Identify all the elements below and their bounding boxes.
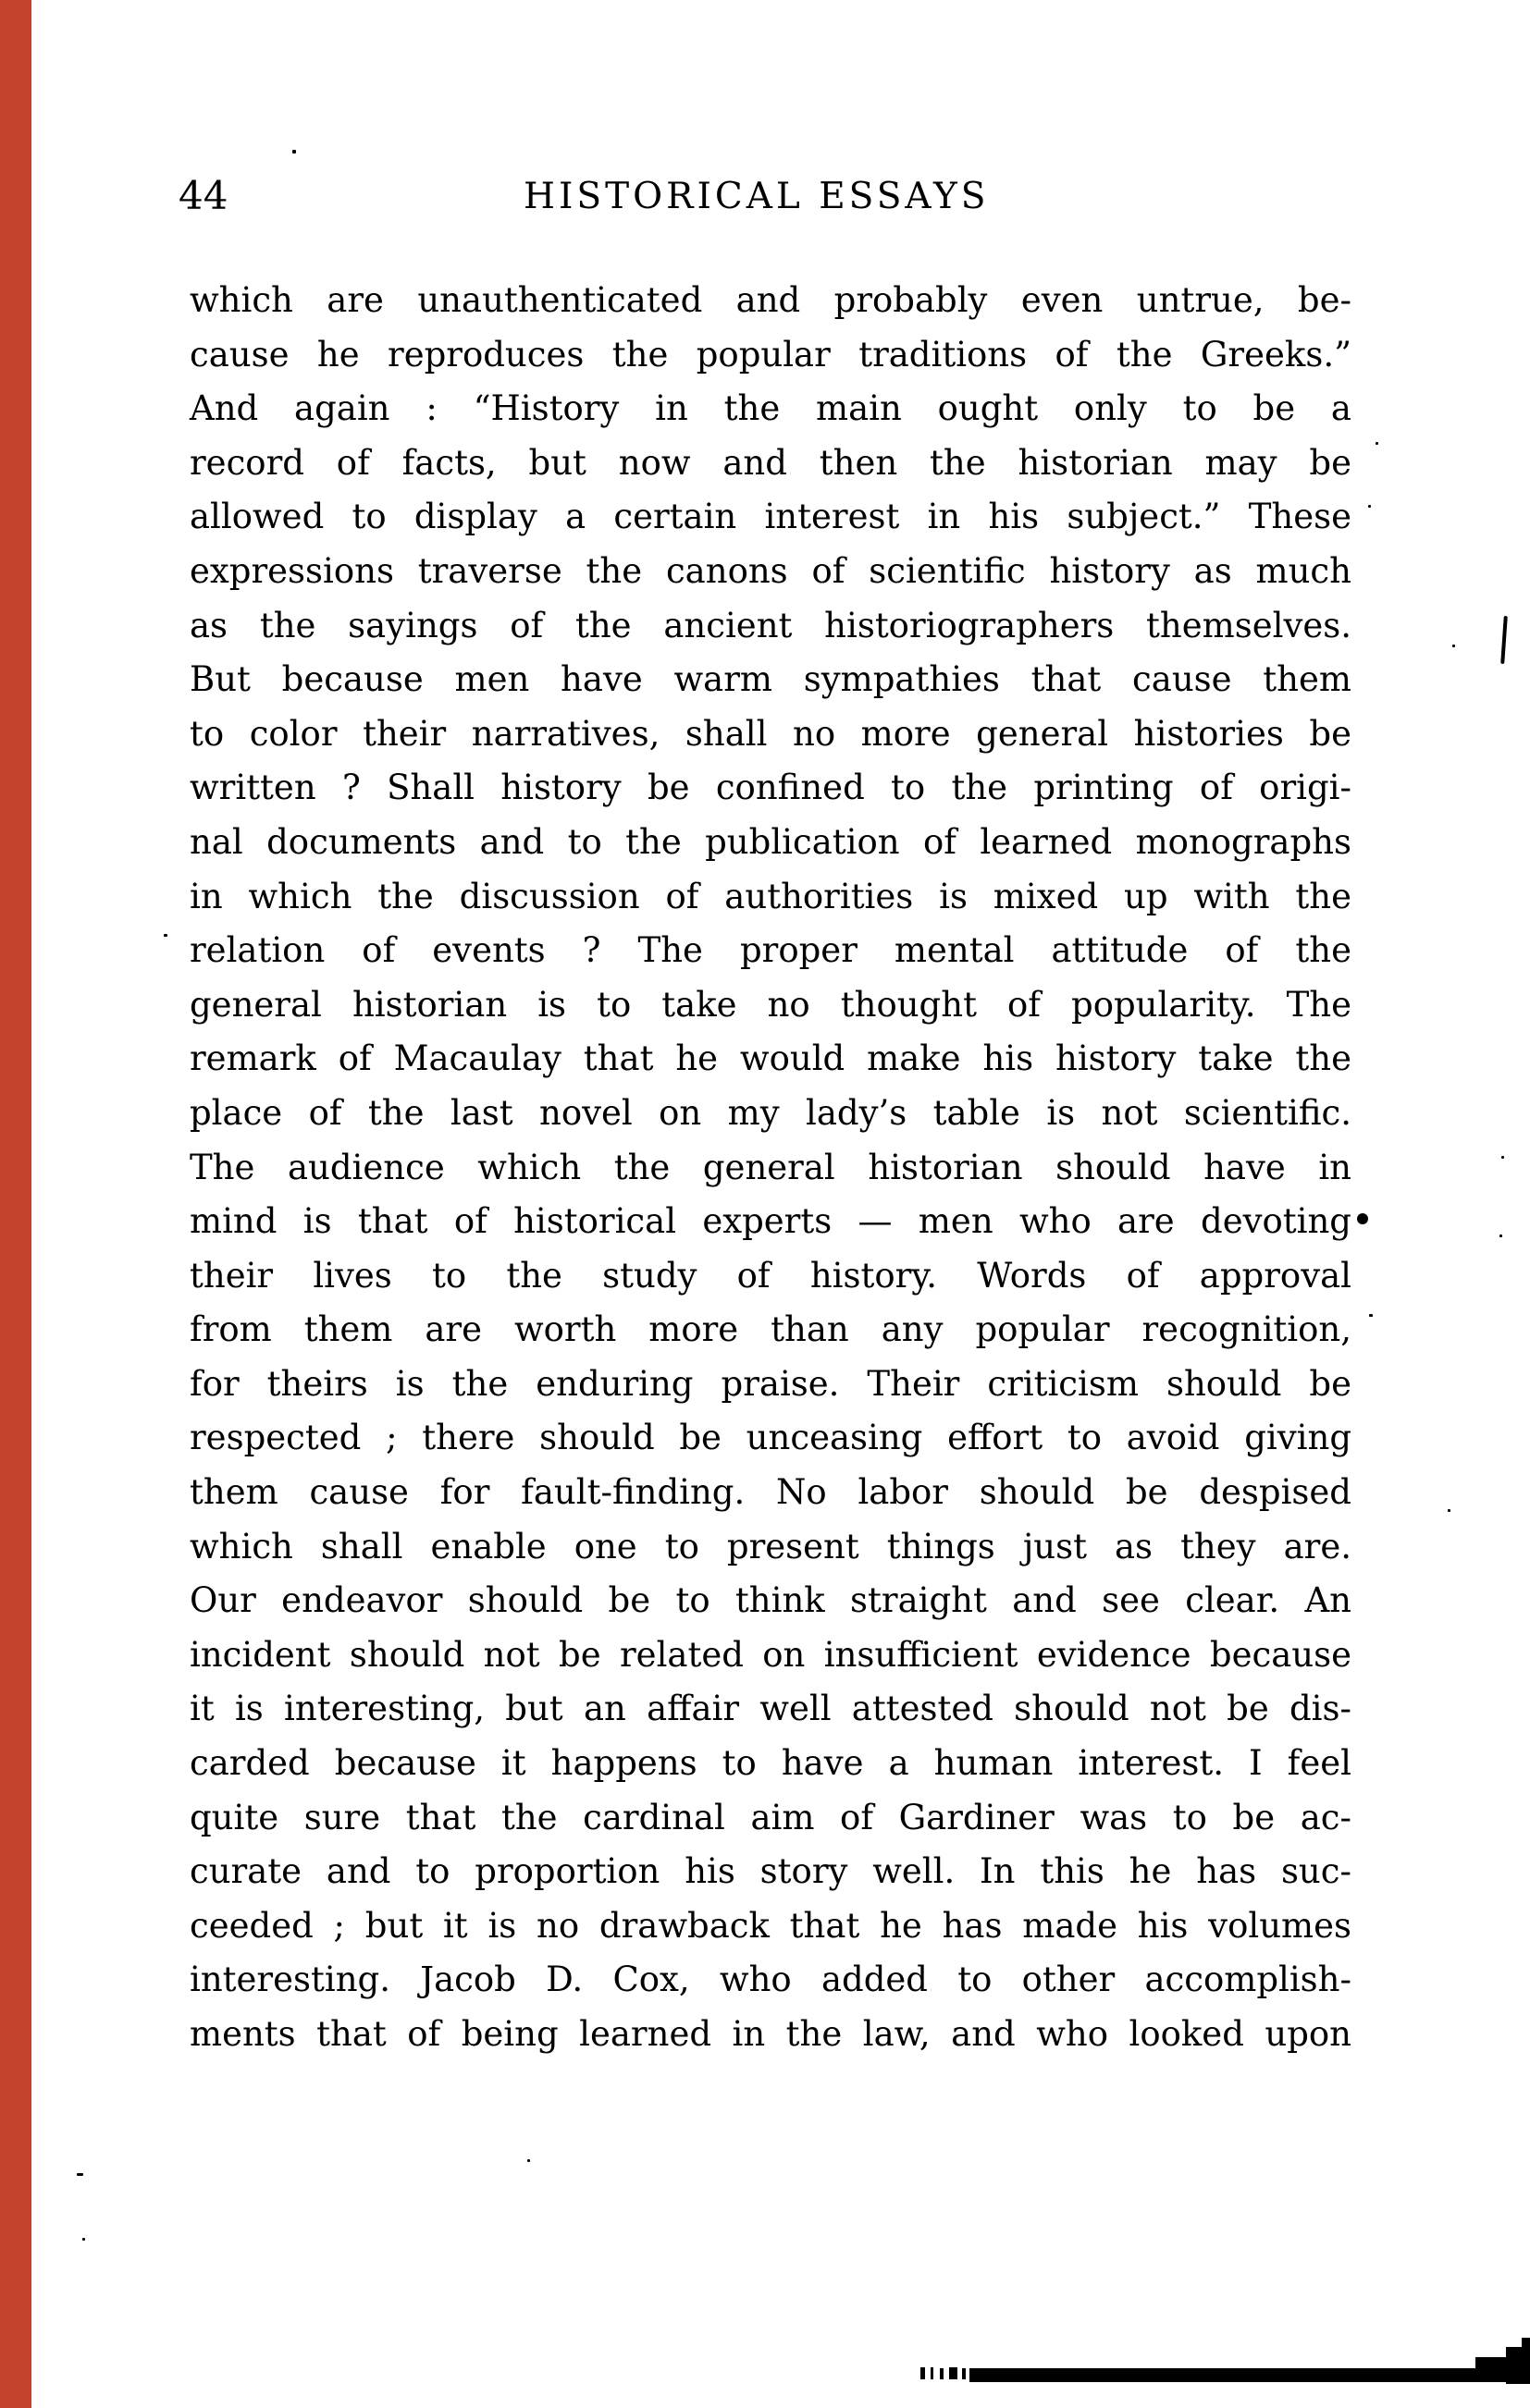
scan-speck	[1501, 1156, 1504, 1159]
body-text-line: from them are worth more than any popular recognition,	[190, 1309, 1351, 1350]
body-text-line: it is interesting, but an affair well attested should not be dis-	[190, 1689, 1351, 1729]
scan-bar-wedge	[1522, 2338, 1530, 2384]
scan-artifact-slash-mark	[1500, 616, 1508, 664]
body-text-line: incident should not be related on insufficient evidence because	[190, 1634, 1351, 1675]
body-text-line: nal documents and to the publication of learned monographs	[190, 821, 1351, 862]
body-text-line: Our endeavor should be to think straight and see clear. An	[190, 1580, 1351, 1621]
body-text-line: which shall enable one to present things just as they are.	[190, 1526, 1351, 1566]
scan-speck	[1499, 1235, 1502, 1237]
body-text-line: expressions traverse the canons of scientific history as much	[190, 550, 1351, 591]
body-text-line: in which the discussion of authorities is mixed up with the	[190, 876, 1351, 916]
body-text	[190, 274, 1351, 2062]
body-text-line: The audience which the general historian should have in	[190, 1147, 1351, 1187]
scan-bar-dash	[949, 2367, 957, 2379]
scan-artifact-margin-bullet	[1357, 1213, 1368, 1224]
body-text-line: general historian is to take no thought of popularity. The	[190, 984, 1351, 1025]
scan-bar-main	[969, 2368, 1530, 2382]
body-text-line: allowed to display a certain interest in his subject.” These	[190, 497, 1351, 537]
body-text-line: mind is that of historical experts — men who are devoting	[190, 1201, 1351, 1242]
body-text-line: And again : “History in the main ought only to be a	[190, 388, 1351, 429]
body-text-line: as the sayings of the ancient historiographers themselves.	[190, 605, 1351, 645]
scan-speck	[1448, 1509, 1450, 1512]
body-text-line: written ? Shall history be confined to the printing of origi-	[190, 768, 1351, 808]
body-text-line: curate and to proportion his story well. In this he has suc-	[190, 1851, 1351, 1892]
body-text-line: for theirs is the enduring praise. Their criticism should be	[190, 1363, 1351, 1404]
scan-speck	[1369, 1314, 1373, 1317]
scan-speck	[527, 2159, 530, 2162]
body-text-line: cause he reproduces the popular traditions of the Greeks.”	[190, 334, 1351, 375]
page-number: 44	[179, 173, 228, 218]
scan-bar-dash	[920, 2367, 925, 2379]
scan-bar-dash	[962, 2368, 966, 2379]
body-text-line: But because men have warm sympathies that cause them	[190, 659, 1351, 700]
body-text-line: them cause for fault-finding. No labor should be despised	[190, 1472, 1351, 1513]
body-text-line: relation of events ? The proper mental attitude of the	[190, 930, 1351, 971]
book-edge-strip	[0, 0, 31, 2408]
scan-speck	[1452, 645, 1455, 647]
body-text-line: ceeded ; but it is no drawback that he has made his volumes	[190, 1905, 1351, 1946]
scan-speck	[82, 2238, 85, 2241]
body-text-line: which are unauthenticated and probably even untrue, be-	[190, 280, 1351, 320]
body-text-line: interesting. Jacob D. Cox, who added to other accomplish-	[190, 1960, 1351, 2000]
scan-speck	[77, 2173, 83, 2176]
scan-speck	[292, 150, 296, 154]
body-text-line: their lives to the study of history. Words of approval	[190, 1255, 1351, 1296]
scan-bar-dash	[940, 2368, 944, 2379]
body-text-line: ments that of being learned in the law, and who looked upon	[190, 2014, 1351, 2054]
body-text-line: respected ; there should be unceasing effort to avoid giving	[190, 1418, 1351, 1458]
body-text-line: quite sure that the cardinal aim of Gardiner was to be ac-	[190, 1797, 1351, 1837]
body-text-line: remark of Macaulay that he would make his history take the	[190, 1038, 1351, 1079]
body-text-line: record of facts, but now and then the historian may be	[190, 442, 1351, 483]
scan-bar-dash	[931, 2367, 933, 2379]
body-text-line: place of the last novel on my lady’s table is not scientific.	[190, 1092, 1351, 1133]
body-text-line: to color their narratives, shall no more general histories be	[190, 713, 1351, 754]
scan-speck	[1368, 505, 1371, 508]
scan-speck	[1376, 442, 1378, 445]
scan-speck	[164, 934, 167, 937]
running-title: HISTORICAL ESSAYS	[524, 176, 990, 217]
body-text-line: carded because it happens to have a human interest. I feel	[190, 1743, 1351, 1784]
running-header	[0, 173, 1530, 220]
